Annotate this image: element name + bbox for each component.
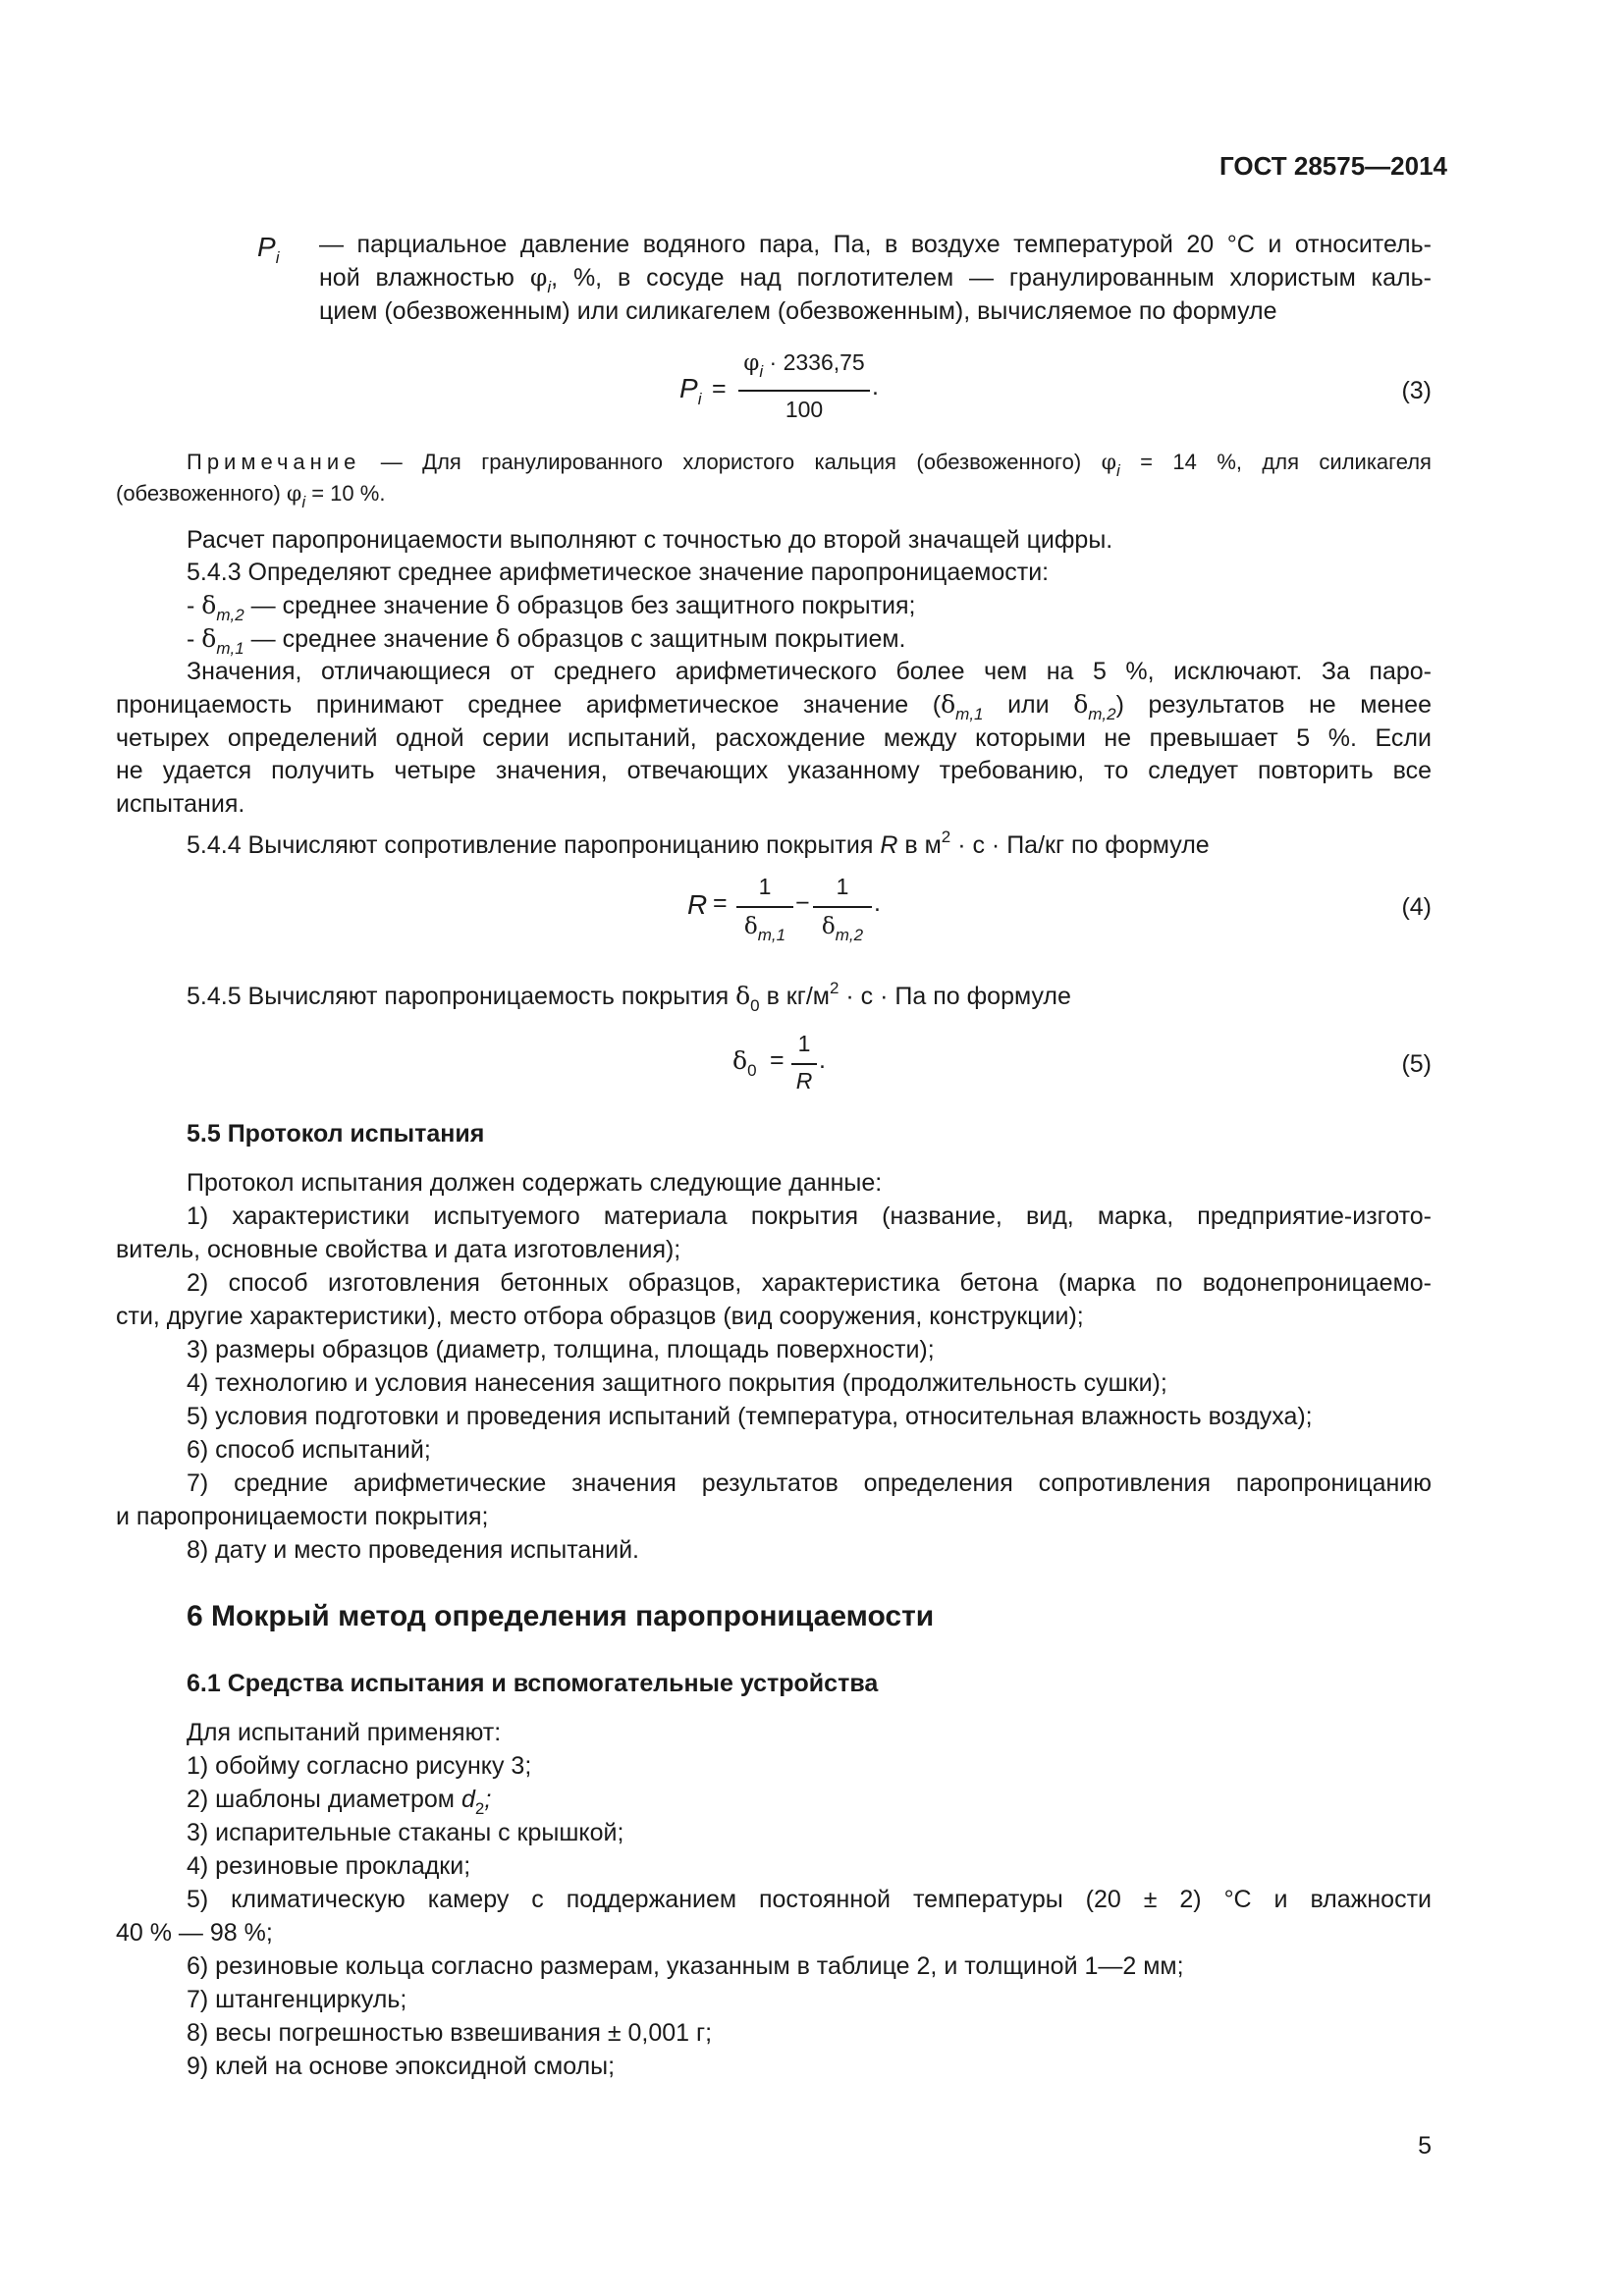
list-item-delta-m1: - $\delta_{m,1}$ — среднее значение δ образцов с защитным покрытием. <box>187 624 906 658</box>
equation-5-number: (5) <box>1401 1050 1432 1078</box>
protocol-item-2a: 2) способ изготовления бетонных образцов, характеристика бетона (марка по водонепроницаемо- <box>187 1269 1432 1297</box>
page-number: 5 <box>1418 2132 1432 2160</box>
document-page: ГОСТ 28575—2014 $P_i$ — парциальное давление водяного пара, Па, в воздухе температурой 20 °С и относитель- ной влажностью $\varphi_i$, %, в сосуде над поглотителем — гранулированным хлористым каль- цием (обезвоженным) или силикагелем (обезвоженным), вычисляемое по формуле $P_i$ = $\varphi_i \cdot 2336,75$ 100 . (3) Примечание — Для гранулированного хлористого кальция (обезвоженного) $\varphi_i = 14$ %, для силикагеля (обезвоженного) $\varphi_i = 10$ %. Расчет паропроницаемости выполняют с точностью до второй значащей цифры. 5.4.3 Определяют среднее арифметическое значение паропроницаемости: - $\delta_{m,2}$ — среднее значение δ образцов без защитного покрытия; - $\delta_{m,1}$ — среднее значение δ образцов с защитным покрытием. Значения, отличающиеся от среднего арифметического более чем на 5 %, исключают. За паро- проницаемость принимают среднее арифметическое значение ($\delta_{m,1}$ или $\delta_{m,2}$) результатов не менее четырех определений одной серии испытаний, расхождение между которыми не превышает 5 %. Если не удается получить четыре значения, отвечающих указанному требованию, то следует повторить все испытания. 5.4.4 Вычисляют сопротивление паропроницанию покрытия R в $м^2 \cdot с \cdot Па/кг$ по формуле R = 1 $\delta_{m,1}$ − 1 $\delta_{m,2}$ . (4) 5.4.5 Вычисляют паропроницаемость покрытия $\delta_0$ в $кг/м^2 \cdot с$ · Па по формуле $\delta_0$ = 1 R . (5) 5.5 Протокол испытания Протокол испытания должен содержать следующие данные: 1) характеристики испытуемого материала покрытия (название, вид, марка, предприятие-изгото- витель, основные свойства и дата изготовления); 2) способ изготовления бетонных образцов, характеристика бетона (марка по водонепроницаемо- сти, другие характеристики), место отбора образцов (вид сооружения, конструкции); 3) размеры образцов (диаметр, толщина, площадь поверхности); 4) технологию и условия нанесения защитного покрытия (продолжительность сушки); 5) условия подготовки и проведения испытаний (температура, относительная влажность воздуха); 6) способ испытаний; 7) средние арифметические значения результатов определения сопротивления паропроницанию и паропроницаемости покрытия; 8) дату и место проведения испытаний. 6 Мокрый метод определения паропроницаемости 6.1 Средства испытания и вспомогательные устройства Для испытаний применяют: 1) обойму согласно рисунку 3; 2) шаблоны диаметром $d_2$; 3) испарительные стаканы с крышкой; 4) резиновые прокладки; 5) климатическую камеру с поддержанием постоянной температуры (20 ± 2) °С и влажности 40 % — 98 %; 6) резиновые кольца согласно размерам, указанным в таблице 2, и толщиной 1—2 мм; 7) штангенциркуль; 8) весы погрешностью взвешивания ± 0,001 г; 9) клей на основе эпоксидной смолы; 5 <box>0 0 1624 2296</box>
equipment-item-2: 2) шаблоны диаметром $d_2$; <box>187 1786 492 1818</box>
protocol-item-2b: сти, другие характеристики), место отбора образцов (вид сооружения, конструкции); <box>116 1303 1084 1330</box>
equipment-item-5a: 5) климатическую камеру с поддержанием постоянной температуры (20 ± 2) °С и влажности <box>187 1886 1432 1913</box>
equipment-item-1: 1) обойму согласно рисунку 3; <box>187 1752 532 1780</box>
protocol-intro: Протокол испытания должен содержать следующие данные: <box>187 1169 883 1197</box>
pi-def-line1: — парциальное давление водяного пара, Па, в воздухе температурой 20 °С и относитель- <box>319 231 1432 258</box>
values-para-line5: испытания. <box>116 790 245 818</box>
calc-precision-text: Расчет паропроницаемости выполняют с точностью до второй значащей цифры. <box>187 526 1113 554</box>
protocol-item-7b: и паропроницаемости покрытия; <box>116 1503 489 1530</box>
section-6-title: 6 Мокрый метод определения паропроницаемости <box>187 1600 935 1632</box>
protocol-item-7a: 7) средние арифметические значения результатов определения сопротивления паропроницанию <box>187 1469 1432 1497</box>
equipment-item-5b: 40 % — 98 %; <box>116 1919 273 1947</box>
list-item-delta-m2: - $\delta_{m,2}$ — среднее значение δ образцов без защитного покрытия; <box>187 591 916 624</box>
section-6-1-title: 6.1 Средства испытания и вспомогательные устройства <box>187 1670 879 1697</box>
equipment-item-8: 8) весы погрешностью взвешивания ± 0,001 г; <box>187 2019 713 2047</box>
equipment-item-4: 4) резиновые прокладки; <box>187 1852 471 1880</box>
section-5-4-3: 5.4.3 Определяют среднее арифметическое значение паропроницаемости: <box>187 559 1050 586</box>
equation-4-number: (4) <box>1401 893 1432 921</box>
values-para-line2: проницаемость принимают среднее арифметическое значение ($\delta_{m,1}$ или $\delta_{m,2}$) результатов не менее <box>116 690 1432 723</box>
protocol-item-6: 6) способ испытаний; <box>187 1436 431 1464</box>
protocol-item-8: 8) дату и место проведения испытаний. <box>187 1536 639 1564</box>
section-5-4-5: 5.4.5 Вычисляют паропроницаемость покрытия $\delta_0$ в $кг/м^2 \cdot с$ · Па по формуле <box>187 979 1071 1015</box>
protocol-item-1b: витель, основные свойства и дата изготовления); <box>116 1236 681 1263</box>
equation-3-number: (3) <box>1401 377 1432 404</box>
pi-symbol: $P_i$ <box>257 232 280 267</box>
protocol-item-1a: 1) характеристики испытуемого материала покрытия (название, вид, марка, предприятие-изгото- <box>187 1202 1432 1230</box>
note-line1: Примечание — Для гранулированного хлористого кальция (обезвоженного) $\varphi_i = 14$ %, для силикагеля <box>187 450 1432 480</box>
values-para-line4: не удается получить четыре значения, отвечающих указанному требованию, то следует повторить все <box>116 757 1432 784</box>
values-para-line3: четырех определений одной серии испытаний, расхождение между которыми не превышает 5 %. Если <box>116 724 1432 752</box>
protocol-item-4: 4) технологию и условия нанесения защитного покрытия (продолжительность сушки); <box>187 1369 1167 1397</box>
equipment-item-6: 6) резиновые кольца согласно размерам, указанным в таблице 2, и толщиной 1—2 мм; <box>187 1952 1184 1980</box>
protocol-item-3: 3) размеры образцов (диаметр, толщина, площадь поверхности); <box>187 1336 935 1363</box>
pi-def-line3: цием (обезвоженным) или силикагелем (обезвоженным), вычисляемое по формуле <box>319 297 1277 325</box>
equipment-item-7: 7) штангенциркуль; <box>187 1986 407 2013</box>
equipment-item-3: 3) испарительные стаканы с крышкой; <box>187 1819 624 1846</box>
protocol-item-5: 5) условия подготовки и проведения испытаний (температура, относительная влажность воздуха); <box>187 1403 1313 1430</box>
equipment-intro: Для испытаний применяют: <box>187 1719 502 1746</box>
equipment-item-9: 9) клей на основе эпоксидной смолы; <box>187 2053 616 2080</box>
values-para-line1: Значения, отличающиеся от среднего арифметического более чем на 5 %, исключают. За паро- <box>187 658 1432 685</box>
document-header-id: ГОСТ 28575—2014 <box>1219 151 1447 181</box>
pi-def-line2: ной влажностью $\varphi_i$, %, в сосуде над поглотителем — гранулированным хлористым каль- <box>319 263 1432 296</box>
section-5-4-4: 5.4.4 Вычисляют сопротивление паропроницанию покрытия R в $м^2 \cdot с \cdot Па/кг$ по формуле <box>187 828 1210 859</box>
section-5-5-title: 5.5 Протокол испытания <box>187 1120 485 1148</box>
note-line2: (обезвоженного) $\varphi_i = 10$ %. <box>116 481 386 511</box>
